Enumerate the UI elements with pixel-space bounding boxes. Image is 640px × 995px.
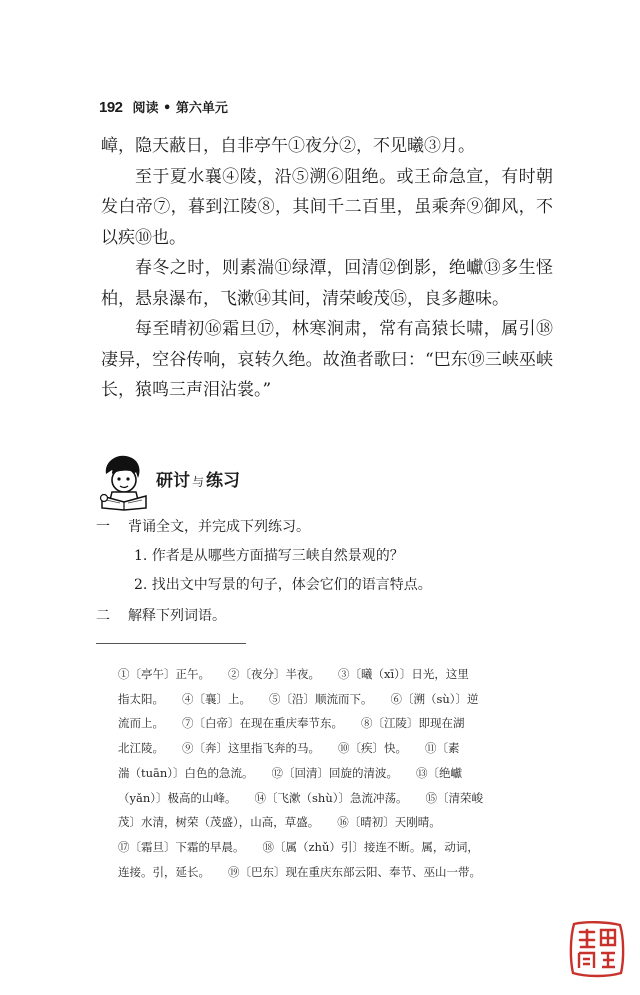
footnote: ⑫〔回清〕回旋的清波。 [271, 765, 399, 780]
footnote-line [118, 810, 550, 835]
exercise-title [156, 466, 240, 491]
footnote-line [118, 860, 550, 885]
footnote: 指太阳。 [118, 691, 164, 706]
footnote-line [118, 786, 550, 811]
footnote: ⑪〔素 [425, 741, 460, 756]
page-number: 192 [99, 99, 123, 116]
footnote: ⑱〔属（zhǔ）引〕接连不断。属，动词， [262, 839, 479, 854]
footnote: ⑩〔疾〕快。 [338, 741, 407, 756]
paragraph-summer: 至于夏水襄④陵，沿⑤溯⑥阻绝。或王命急宣，有时朝发白帝⑦，暮到江陵⑧，其间千二百里，虽乘奔⑨御风，不以疾⑩也。 [101, 166, 553, 248]
footnote: ⑮〔清荣峻 [425, 790, 483, 805]
footnote-line [118, 835, 550, 860]
question-1-sub-1: 1. 作者是从哪些方面描写三峡自然景观的？ [134, 548, 404, 564]
footnote: ⑨〔奔〕这里指飞奔的马。 [182, 741, 320, 756]
footnote-divider [96, 643, 246, 644]
footnote: ⑯〔晴初〕天刚晴。 [337, 815, 441, 830]
footnote-line [118, 761, 550, 786]
footnote-line [118, 711, 550, 736]
footnote: 连接。引，延长。 [118, 864, 210, 879]
footnotes [118, 662, 550, 884]
footnote: 湍（tuān）〕白色的急流。 [118, 765, 254, 780]
footnote: 茂〕水清，树荣（茂盛），山高，草盛。 [118, 815, 320, 830]
paragraph-spring-winter: 春冬之时，则素湍⑪绿潭，回清⑫倒影，绝巘⑬多生怪柏，悬泉瀑布，飞漱⑭其间，清荣峻茂⑮，良多趣味。 [101, 258, 553, 309]
footnote: ⑤〔沿〕顺流而下。 [269, 691, 373, 706]
student-reading-icon [96, 452, 152, 512]
exercise-title-connector: 与 [192, 475, 205, 489]
question-2-number: 二 [96, 608, 110, 624]
question-1-number: 一 [96, 519, 110, 535]
paragraph-autumn: 每至晴初⑯霜旦⑰，林寒涧肃，常有高猿长啸，属引⑱凄异，空谷传响，哀转久绝。故渔者歌曰：“巴东⑲三峡巫峡长，猿鸣三声泪沾裳。” [101, 319, 553, 400]
exercise-title-part-2: 练习 [206, 471, 241, 491]
footnote: ⑥〔溯（sù）〕逆 [390, 691, 479, 706]
footnote: 北江陵。 [118, 741, 164, 756]
footnote: ⑭〔飞漱（shù）〕急流冲荡。 [254, 790, 408, 805]
footnote: ③〔曦（xī）〕日光，这里 [338, 667, 469, 681]
footnote: （yǎn）〕极高的山峰。 [118, 790, 237, 805]
footnote: ⑲〔巴东〕现在重庆东部云阳、奉节、巫山一带。 [228, 864, 481, 879]
question-1-sub-2: 2. 找出文中写景的句子，体会它们的语言特点。 [134, 577, 432, 593]
exercise-header [96, 452, 556, 514]
footnote: ⑧〔江陵〕即现在湖 [361, 716, 465, 731]
exercise-section [96, 452, 556, 514]
footnote: ④〔襄〕上。 [182, 691, 251, 706]
question-2 [96, 605, 226, 625]
footnote: ①〔亭午〕正午。 [118, 667, 210, 681]
footnote-line [118, 662, 550, 687]
question-1-text: 背诵全文，并完成下列练习。 [128, 519, 310, 535]
unit-title: 阅读 • 第六单元 [132, 101, 228, 116]
page-header [99, 97, 228, 116]
red-seal-stamp [568, 920, 626, 978]
footnote-line [118, 687, 550, 712]
question-2-text: 解释下列词语。 [128, 608, 226, 624]
classical-text [101, 131, 553, 406]
footnote: ⑦〔白帝〕在现在重庆奉节东。 [182, 716, 343, 731]
footnote-line [118, 736, 550, 761]
footnote: 流而上。 [118, 716, 164, 731]
footnote: ⑰〔霜旦〕下霜的早晨。 [118, 839, 245, 854]
footnote: ⑬〔绝巘 [416, 765, 463, 780]
footnote: ②〔夜分〕半夜。 [228, 667, 320, 681]
exercise-title-part-1: 研讨 [156, 471, 190, 491]
question-1 [96, 516, 310, 536]
text-line-1: 嶂，隐天蔽日，自非亭午①夜分②，不见曦③月。 [101, 136, 475, 156]
